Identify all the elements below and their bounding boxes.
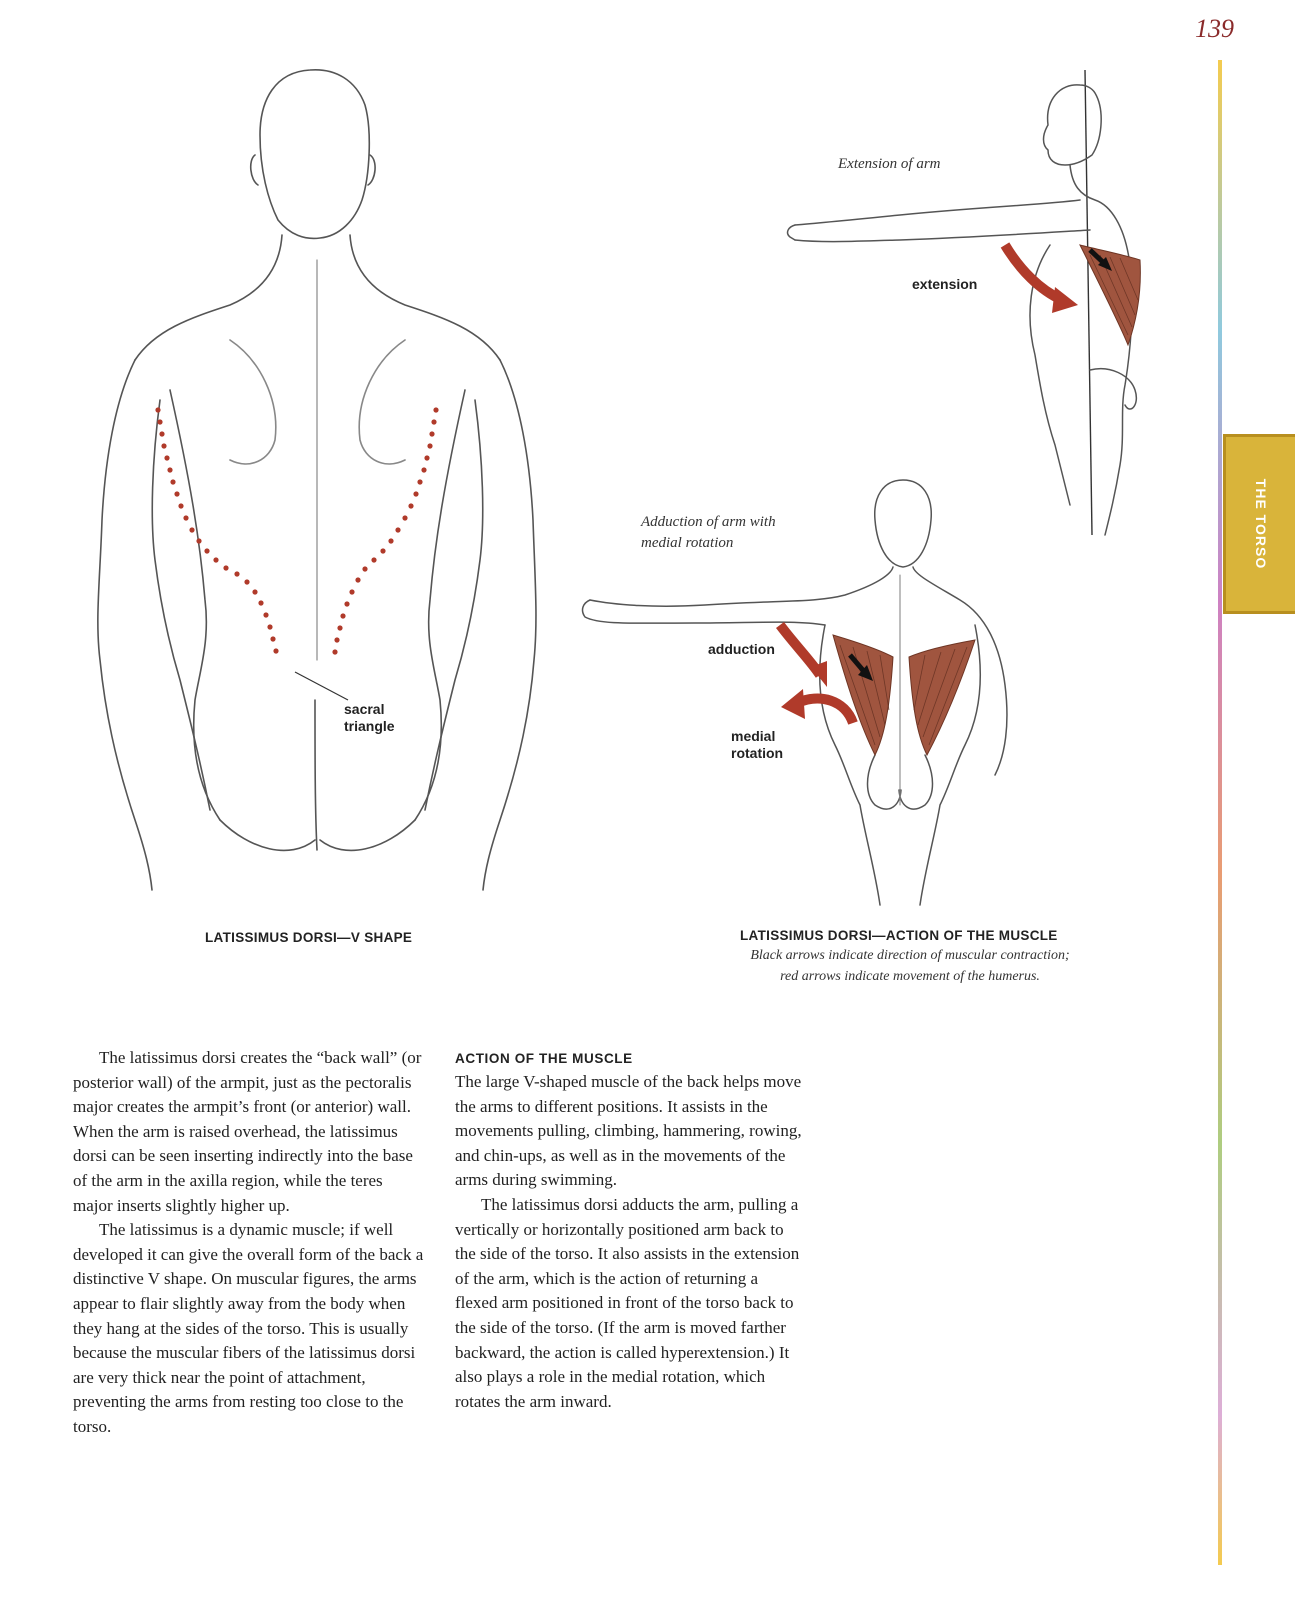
label-adduction: adduction (708, 641, 775, 657)
caption-right: LATISSIMUS DORSI—ACTION OF THE MUSCLE (740, 928, 1058, 943)
page-number: 139 (1195, 14, 1234, 43)
label-adduction-title-1: Adduction of arm with (641, 514, 776, 530)
label-adduction-title-2: medial rotation (641, 535, 734, 551)
caption-note-1: Black arrows indicate direction of muscular contraction; (750, 948, 1070, 963)
body-left-paragraph-2: The latissimus is a dynamic muscle; if well developed it can give the overall form of the back a distinctive V shape. On muscular figures, the arms appear to flair slightly away from the body when they hang at the sides of the torso. This is usually because the muscular fibers of the latissimus dorsi are very thick near the point of attachment, preventing the arms from resting too close to the torso. (73, 1220, 424, 1436)
label-extension-title: Extension of arm (838, 156, 941, 172)
body-left-paragraph-1: The latissimus dorsi creates the “back wall” (or posterior wall) of the armpit, just as the pectoralis major creates the armpit’s front (or anterior) wall. When the arm is raised overhead, the latissimus dorsi can be seen inserting indirectly into the base of the arm in the axilla region, while the teres major inserts slightly higher up. (73, 1048, 422, 1215)
body-right-paragraph-1: The large V-shaped muscle of the back helps move the arms to different positions. It assists in the movements pulling, climbing, hammering, rowing, and chin-ups, as well as in the movements of the arms during swimming. (455, 1072, 802, 1190)
back-view-illustration (60, 60, 580, 910)
label-sacral: sacral (344, 701, 385, 717)
color-rule (1218, 60, 1222, 1565)
label-extension: extension (912, 276, 978, 292)
caption-note-2: red arrows indicate movement of the humerus. (780, 969, 1040, 984)
side-view-illustration (780, 65, 1170, 540)
section-tab-label: THE TORSO (1252, 478, 1269, 570)
label-rotation: rotation (731, 745, 784, 761)
body-column-right (455, 1048, 803, 1414)
body-right-paragraph-2: The latissimus dorsi adducts the arm, pulling a vertically or horizontally positioned arm back to the side of the torso. It also assists in the extension of the arm, which is the action of returning a flexed arm positioned in front of the torso back to the side of the torso. (If the arm is moved farther backward, the action is called hyperextension.) It also plays a role in the medial rotation, which rotates the arm inward. (455, 1194, 800, 1411)
section-heading: ACTION OF THE MUSCLE (455, 1051, 633, 1066)
caption-left: LATISSIMUS DORSI—V SHAPE (205, 930, 413, 945)
label-medial: medial (731, 728, 776, 744)
section-tab (1223, 434, 1295, 614)
label-triangle: triangle (344, 718, 395, 734)
body-column-left (73, 1046, 425, 1440)
